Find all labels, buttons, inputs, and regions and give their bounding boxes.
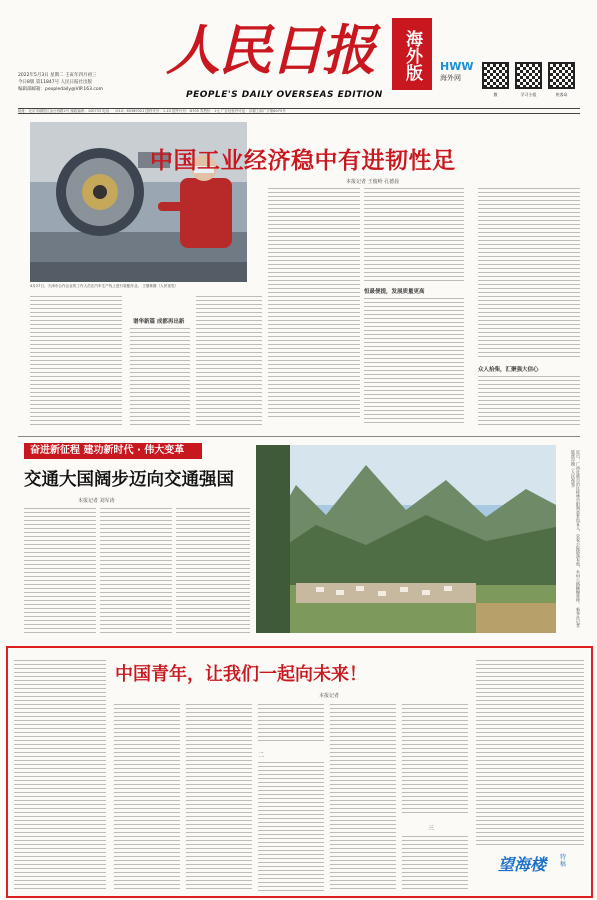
story3-body-text xyxy=(476,660,584,846)
story3-body-text xyxy=(186,704,252,892)
story3-body-text xyxy=(330,704,396,892)
hww-logo-caption: 海外网 xyxy=(440,74,461,82)
village-landscape-illustration xyxy=(256,445,556,633)
story1-photo-caption: 4月27日，天津市合作企业的工作人员在汽车生产线上进行装配作业。 王继林摄（人民视觉） xyxy=(30,284,179,288)
story1-body-text xyxy=(364,188,464,282)
qr-caption: 微 xyxy=(493,92,498,97)
qr-caption: 学习小组 xyxy=(520,92,537,97)
story1-subheading: 谱华新篇 成都再出新 xyxy=(133,319,185,325)
story1-subheading: 恒最便提，发展质量更高 xyxy=(364,289,425,295)
story2-photo-caption: 近日，广西壮族自治区桂林市阳朔县景色宜人，农家小院错落有致，乡村公路蜿蜒延伸。 新华社记者 陆波岸摄（人民视觉） xyxy=(571,450,581,628)
masthead-subtitle: PEOPLE'S DAILY OVERSEAS EDITION xyxy=(186,90,383,100)
story3-body-text xyxy=(14,660,106,892)
story3-body-text xyxy=(402,836,468,892)
story1-body-text xyxy=(478,188,580,358)
story1-body-text xyxy=(364,298,464,426)
hww-logo[interactable] xyxy=(440,60,480,86)
village-landscape-photo[interactable] xyxy=(256,445,556,633)
section-divider xyxy=(18,436,580,437)
story2-byline: 本报记者 刘军涛 xyxy=(78,498,115,504)
masthead xyxy=(0,0,597,112)
story3-body-text xyxy=(402,704,468,816)
edition-badge xyxy=(392,18,432,90)
story3-body-text xyxy=(258,762,324,892)
story2-body-text xyxy=(24,508,96,636)
story1-body-text xyxy=(478,376,580,426)
story1-body-text xyxy=(30,296,122,426)
meta-line-issue: 今日8版 第11847号 人民日报社出版 xyxy=(18,80,93,85)
qr-code-icon[interactable] xyxy=(482,62,509,89)
column-logo-name: 望海楼 xyxy=(498,855,547,874)
story1-headline[interactable]: 中国工业经济稳中有进韧性足 xyxy=(150,147,456,174)
qr-caption: 侠客岛 xyxy=(555,92,568,97)
section-banner[interactable]: 奋进新征程 建功新时代 · 伟大变革 xyxy=(24,443,202,459)
meta-line-date: 2022年5月3日 星期二 壬寅年四月初三 xyxy=(18,73,97,78)
story1-byline: 本报记者 王俊岭 孔德晨 xyxy=(346,179,400,185)
masthead-meta xyxy=(18,72,148,93)
section-mark: 二 xyxy=(258,752,265,759)
column-logo-tag: 特稿 xyxy=(560,854,567,868)
info-bar: 地址：北京市朝阳区金台西路2号 邮政编码：100733 电话：（010）65369321 国内代号：1-10 国外代号：D705 零售价：1元 广告经营许可证：京朝工商广字第8075号 xyxy=(18,108,580,114)
section-mark: 三 xyxy=(428,825,435,832)
hww-logo-text: HWW xyxy=(440,60,474,73)
story1-body-text xyxy=(268,188,360,418)
story2-headline[interactable]: 交通大国阔步迈向交通强国 xyxy=(24,470,234,490)
edition-badge-text: 海外版 xyxy=(402,29,422,81)
story3-byline: 本报记者 xyxy=(319,693,340,699)
story2-body-text xyxy=(176,508,250,636)
story1-subheading: 众人拾柴，汇聚强大信心 xyxy=(478,367,539,373)
story3-body-text xyxy=(114,704,180,892)
meta-line-email: 编辑部邮箱：peopledaily@VIP.163.com xyxy=(18,87,104,92)
story3-headline[interactable]: 中国青年，让我们一起向未来！ xyxy=(115,664,367,685)
masthead-title: 人民日报 xyxy=(166,18,374,82)
qr-code-icon[interactable] xyxy=(515,62,542,89)
story3-body-text xyxy=(258,704,324,744)
column-logo[interactable] xyxy=(498,852,584,880)
story1-body-text xyxy=(130,328,190,426)
story2-body-text xyxy=(100,508,172,636)
story1-body-text xyxy=(196,296,262,426)
qr-code-icon[interactable] xyxy=(548,62,575,89)
